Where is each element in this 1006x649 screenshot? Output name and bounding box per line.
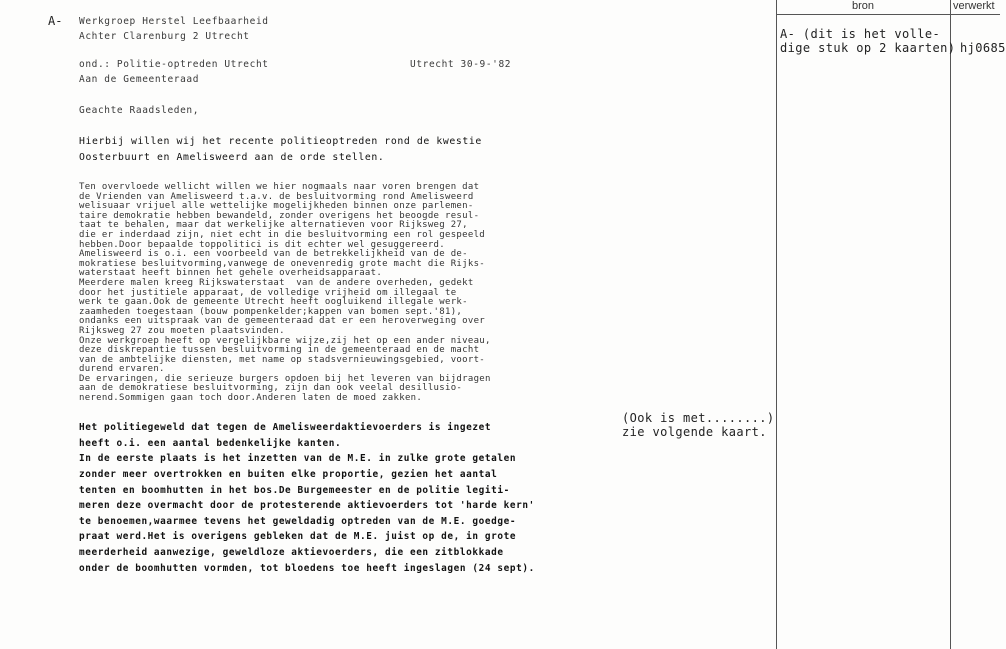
paragraph-line: In de eerste plaats is het inzetten van de M.E. in zulke grote getalen (79, 453, 517, 464)
margin-note-line2: zie volgende kaart. (622, 425, 767, 439)
source-note-line2: dige stuk op 2 kaarten) (780, 41, 956, 55)
column-header-verwerkt: verwerkt (953, 0, 995, 12)
body-paragraph-1: Ten overvloede wellicht willen we hier nogmaals naar voren brengen dat de Vrienden van Amelisweerd t.a.v. de besluitvorming rond Amelisweerd welisuaar vrijuel alle wettelijke mogelijkheden binnen onze parlemen- taire demokratie hebben bewandeld, zonder overigens het beoogde resul- taat te behalen, maar dat werkelijke alternatieven voor Rijksweg 27, die er inderdaad zijn, niet echt in die besluitvorming een rol gespeeld hebben.Door bepaalde toppolitici is dit echter wel gesuggereerd. Amelisweerd is o.i. een voorbeeld van de betrekkelijkheid van de de- mokratiese besluitvorming,vanwege de onevenredig grote macht die Rijks- waterstaat heeft binnen het gehele overheidsapparaat. Meerdere malen kreeg Rijkswaterstaat van de andere overheden, gedekt door het justitiele apparaat, de volledige vrijheid om illegaal te werk te gaan.Ook de gemeente Utrecht heeft oogluikend illegale werk- zaamheden toegestaan (bouw pompenkelder;kappen van bomen sept.'81), ondanks een uitspraak van de gemeenteraad dat er een heroverweging over Rijksweg 27 zou moeten plaatsvinden. Onze werkgroep heeft op vergelijkbare wijze,zij het op een ander niveau, deze diskrepantie tussen besluitvorming in de gemeenteraad en de macht van de ambtelijke diensten, met name op stadsvernieuwingsgebied, voort- durend ervaren. De ervaringen, die serieuze burgers opdoen bij het leveren van bijdragen aan de demokratiese besluitvorming, zijn dan ook veelal desillusio- nerend.Sommigen gaan toch door.Anderen laten de moed zakken. (79, 182, 491, 404)
margin-note-line1: (Ook is met........) (622, 411, 775, 425)
header-underline (776, 14, 1000, 15)
letter-date: Utrecht 30-9-'82 (410, 59, 512, 70)
column-divider-left (776, 0, 777, 649)
subject-line: ond.: Politie-optreden Utrecht (79, 59, 269, 70)
column-divider-right (950, 0, 951, 649)
paragraph-line: te benoemen,waarmee tevens het geweldadig optreden van de M.E. goedge- (79, 516, 517, 527)
paragraph-line: meerderheid aanwezige, geweldloze aktievoerders, die een zitblokkade (79, 547, 504, 558)
paragraph-line: heeft o.i. een aantal bedenkelijke kanten. (79, 438, 342, 449)
intro-line-1: Hierbij willen wij het recente politieoptreden rond de kwestie (79, 136, 482, 147)
paragraph-line: Het politiegeweld dat tegen de Amelisweerdaktievoerders is ingezet (79, 422, 492, 433)
paragraph-line: zonder meer overtrokken en buiten elke proportie, gezien het aantal (79, 469, 498, 480)
column-header-bron: bron (851, 0, 875, 12)
sender-name: Werkgroep Herstel Leefbaarheid (79, 16, 269, 27)
sender-address: Achter Clarenburg 2 Utrecht (79, 31, 250, 42)
intro-line-2: Oosterbuurt en Amelisweerd aan de orde stellen. (79, 152, 385, 163)
paragraph-line: praat werd.Het is overigens gebleken dat de M.E. juist op de, in grote (79, 531, 517, 542)
source-note-line1: A- (dit is het volle- (780, 27, 941, 41)
salutation: Geachte Raadsleden, (79, 105, 200, 116)
paragraph-line: onder de boomhutten vormden, tot bloedens toe heeft ingeslagen (24 sept). (79, 563, 535, 574)
paragraph-line: tenten en boomhutten in het bos.De Burgemeester en de politie legiti- (79, 485, 510, 496)
paragraph-line: meren deze overmacht door de protesterende aktievoerders tot 'harde kern' (79, 500, 535, 511)
archive-code: hj0685 (960, 41, 1006, 55)
addressee: Aan de Gemeenteraad (79, 74, 200, 85)
document-marker: A- (48, 14, 63, 28)
